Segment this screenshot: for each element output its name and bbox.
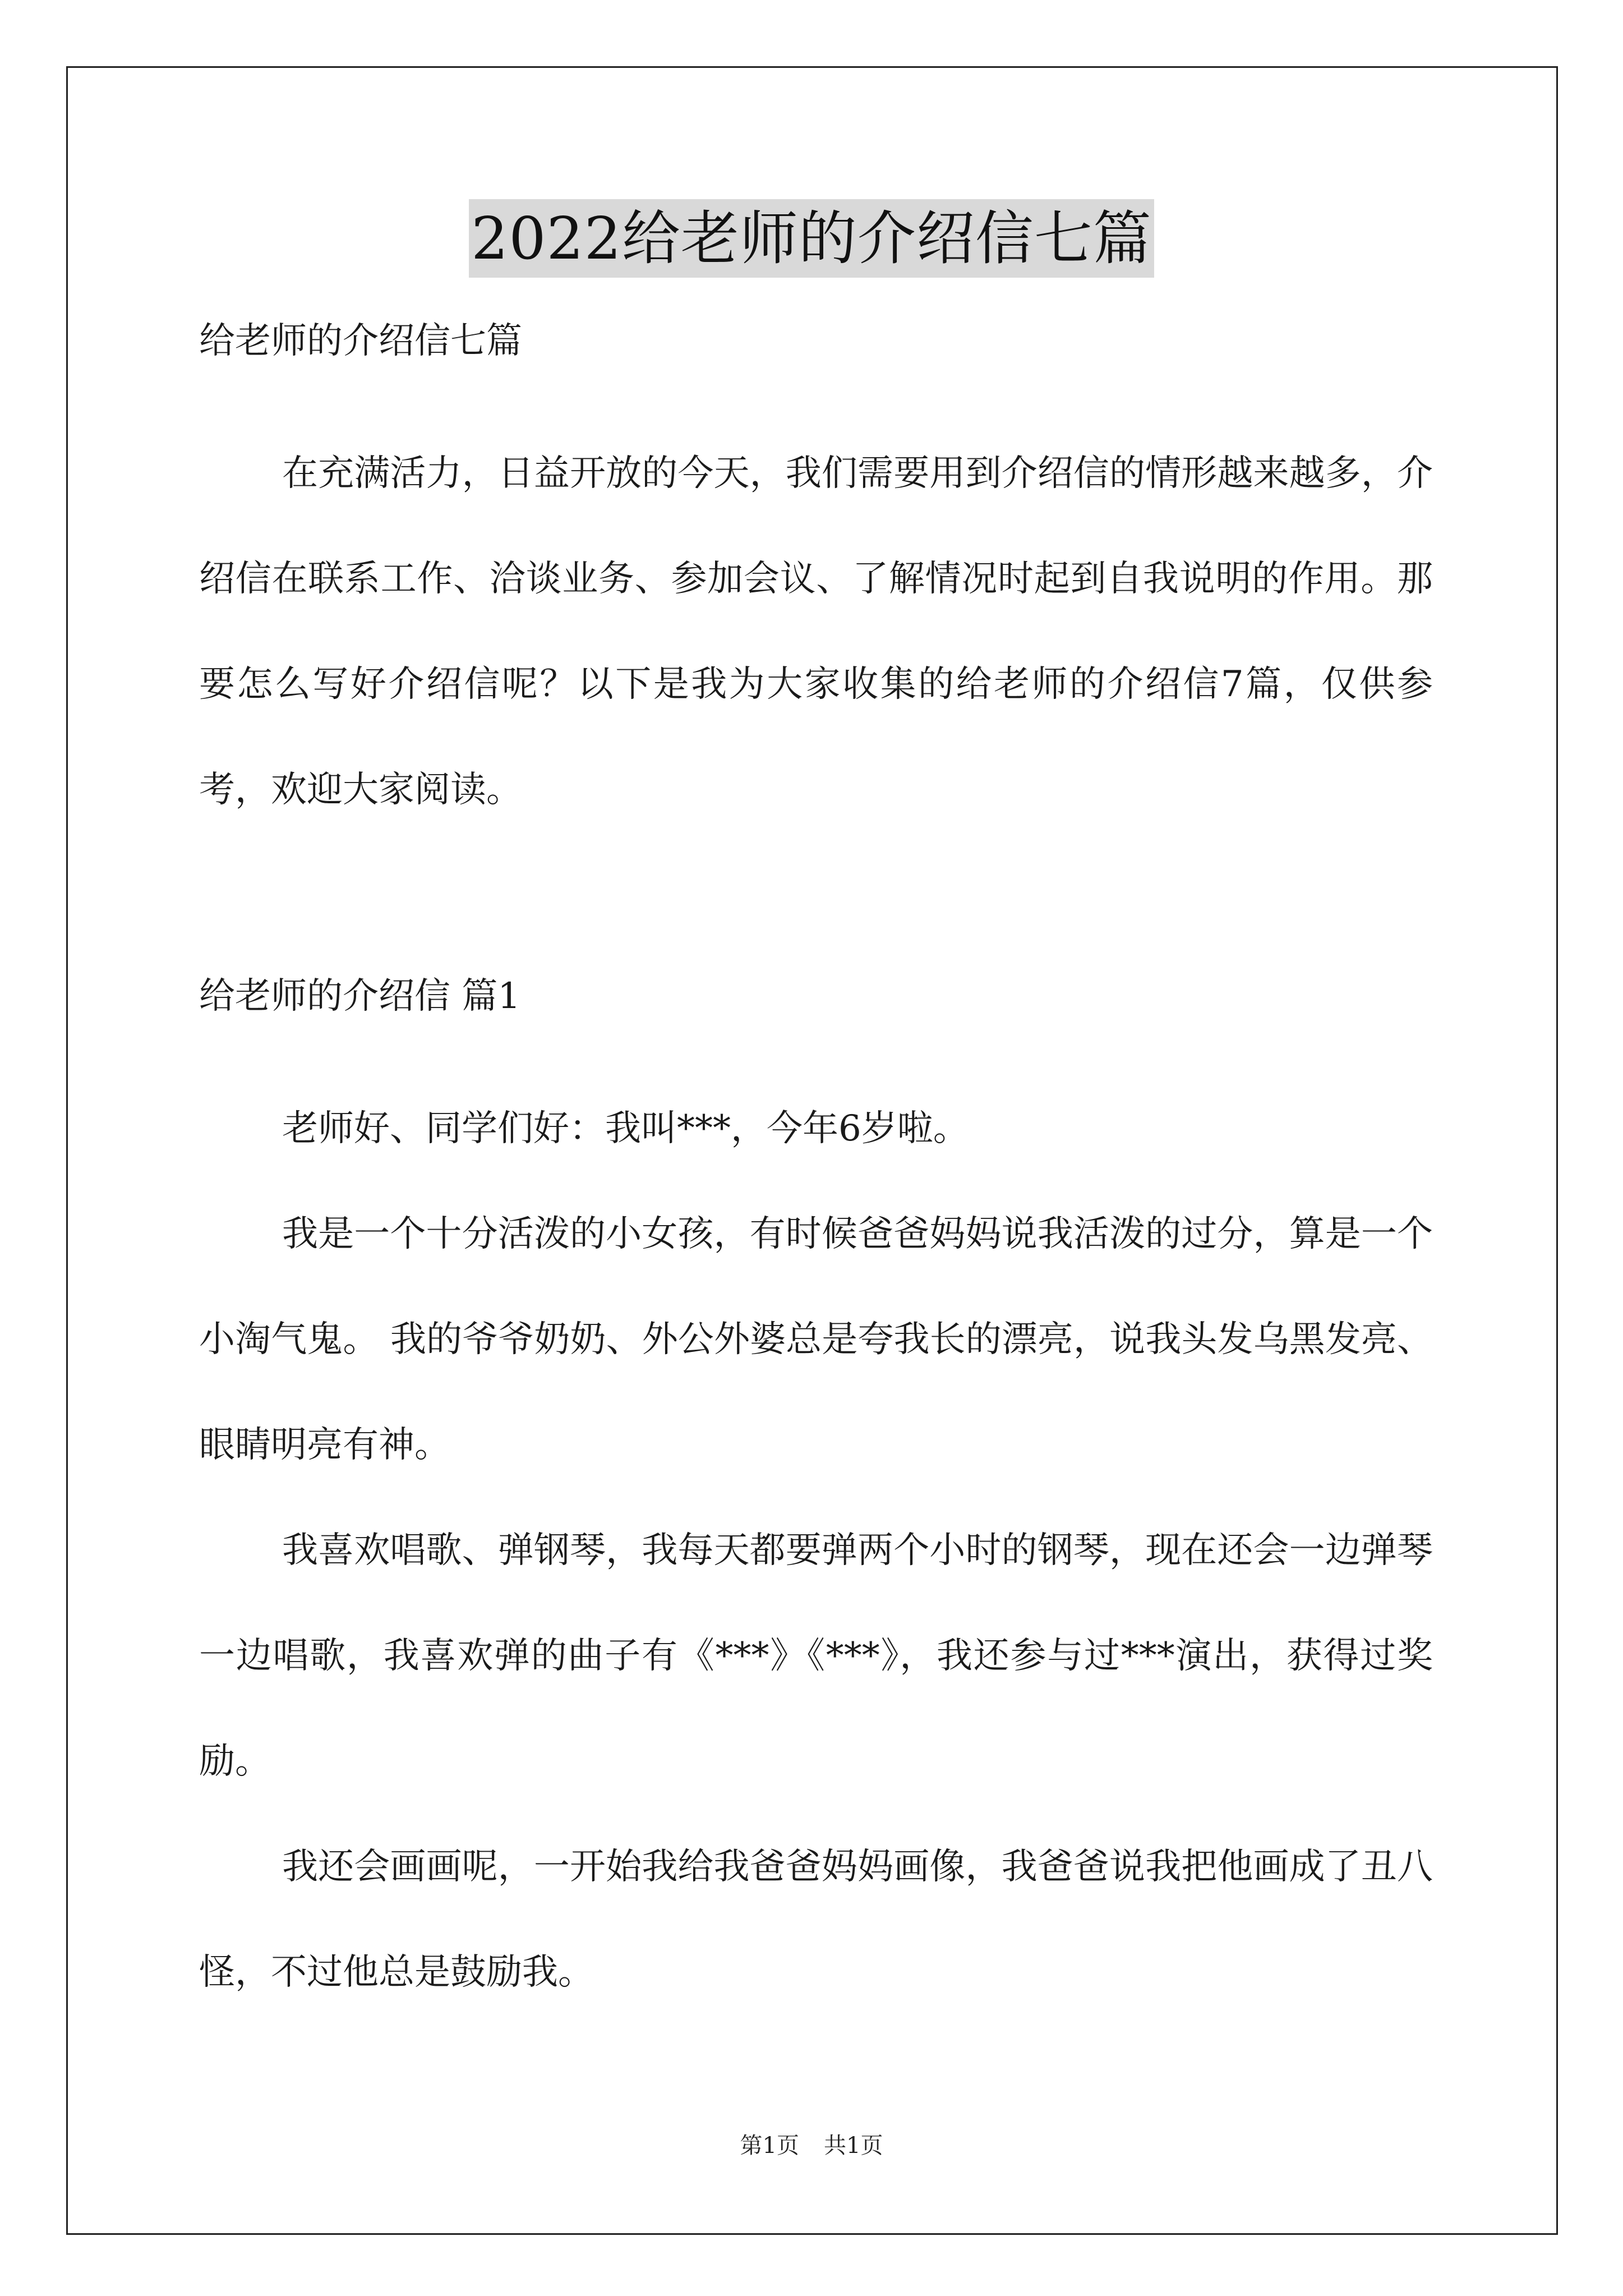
title-container (0, 199, 1623, 278)
page-total: 共1页 (824, 2133, 883, 2159)
page-number: 第1页 (740, 2133, 799, 2159)
document-body (199, 314, 1433, 2025)
document-title: 2022给老师的介绍信七篇 (469, 199, 1154, 278)
document-subtitle: 给老师的介绍信七篇 (199, 320, 522, 362)
page-footer (0, 2129, 1623, 2162)
paragraph: 老师好、同学们好：我叫***，今年6岁啦。 (282, 1108, 969, 1149)
intro-paragraph: 在充满活力，日益开放的今天，我们需要用到介绍信的情形越来越多，介绍信在联系工作、洽谈业务、参加会议、了解情况时起到自我说明的作用。那要怎么写好介绍信呢？以下是我为大家收集的给老师的介绍信7篇，仅供参考，欢迎大家阅读。 (199, 453, 1433, 811)
paragraph: 我喜欢唱歌、弹钢琴，我每天都要弹两个小时的钢琴，现在还会一边弹琴一边唱歌，我喜欢弹的曲子有《***》《***》，我还参与过***演出，获得过奖励。 (199, 1530, 1433, 1782)
section-heading: 给老师的介绍信 篇1 (199, 976, 521, 1017)
paragraph: 我还会画画呢，一开始我给我爸爸妈妈画像，我爸爸说我把他画成了丑八怪，不过他总是鼓励我。 (199, 1846, 1433, 1993)
paragraph: 我是一个十分活泼的小女孩，有时候爸爸妈妈说我活泼的过分，算是一个小淘气鬼。 我的爷爷奶奶、外公外婆总是夸我长的漂亮，说我头发乌黑发亮、眼睛明亮有神。 (199, 1213, 1433, 1466)
